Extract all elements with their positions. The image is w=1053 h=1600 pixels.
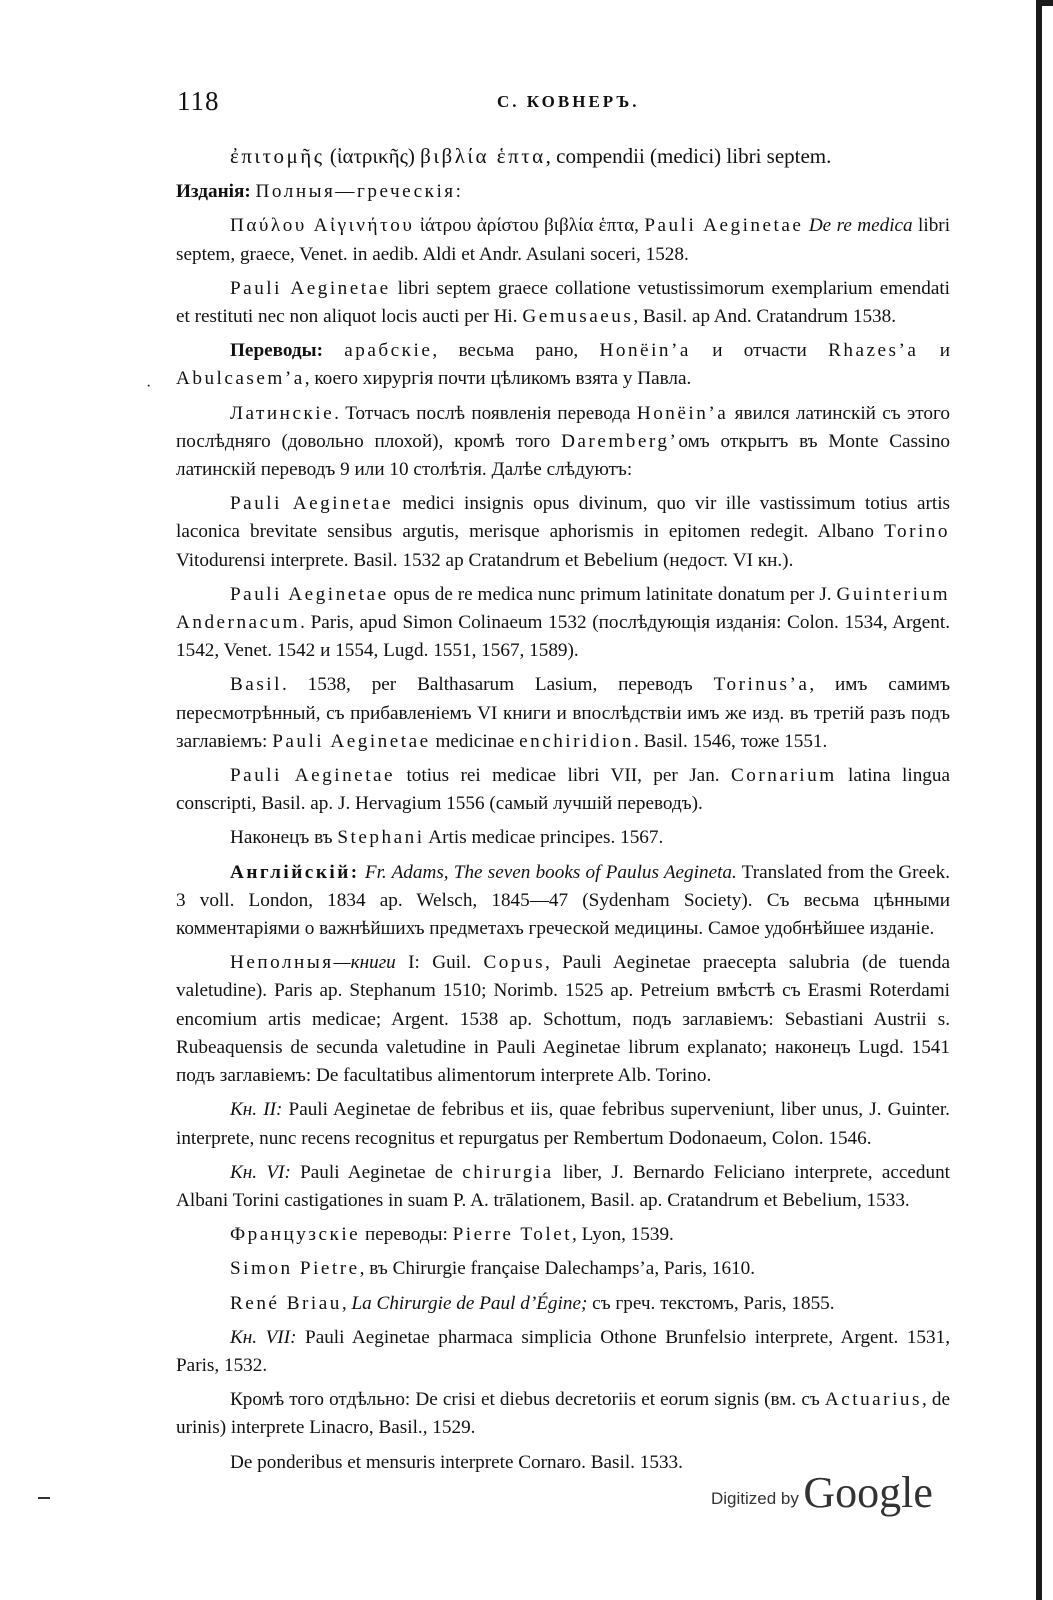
paragraph [176,212,950,268]
body-text [176,142,950,1483]
text-run: и [918,340,950,362]
text-run: libri septem, graece, Venet. in aedib. Aldi et Andr. Asulani soceri, 1528. [176,215,951,265]
paragraph [176,1096,950,1152]
text-run: Полныя—греческія [255,181,456,203]
text-run: Παύλου Αἰγινήτου [230,215,415,237]
text-run: , весьма рано, [432,340,600,362]
text-run: Translated from the Greek. 3 voll. London, 1834 ap. Welsch, 1845—47 (Sydenham Society). Съ весьма цѣнными комментаріями о важнѣйшихъ предметахъ греческой медицины. Самое удобнѣйшее изданіе. [176,861,950,940]
text-run: Gemusaeus [522,306,634,328]
text-run: Torino [884,521,950,543]
paragraph [176,824,950,852]
text-run: ἰάτρου ἀρίστου βιβλία ἑπτα, [414,215,645,237]
text-run: Cornarium [730,765,837,787]
text-run: Кн. VI: [230,1161,291,1183]
text-run: Pauli Aeginetae de febribus et iis, quae febribus superveniunt, liber unus, J. Guinter. interprete, nunc recens recognitus et repurgatus per Rembertum Dodonaeum, Colon. 1546. [176,1099,950,1149]
text-run: Basil [230,674,282,696]
text-run: —книги [333,952,396,974]
text-run: Pauli Aeginetae [230,493,394,515]
text-run: Pauli Aeginetae [230,765,396,787]
text-run: . Тотчасъ послѣ появленія перевода [334,402,637,424]
text-run: , въ Chirurgie française Dalechamps’a, Paris, 1610. [359,1258,756,1280]
text-run: Англійскій: [230,861,360,883]
margin-dash [38,1497,50,1499]
paragraph [176,337,950,393]
text-run: , Basil. ap And. Cratandrum 1538. [633,306,897,328]
text-run: Torinus’a [713,674,810,696]
text-run: Изданія: [176,181,251,203]
paragraph [176,1255,950,1283]
text-run: Honëin’a [636,402,729,424]
text-run: , коего хирургія почти цѣликомъ взята у Павла. [304,368,692,390]
paragraph [176,178,950,206]
text-run: Pauli Aeginetae [272,730,431,752]
page-edge-rule [1036,0,1042,1600]
text-run: totius rei medicae libri VII, per Jan. [395,765,731,787]
text-run: Французскіе [230,1224,361,1246]
text-run: Copus [483,952,546,974]
text-run: Кн. VII: [230,1326,297,1348]
text-run: Simon Pietre [230,1258,360,1280]
text-run: medici insignis opus divinum, quo vir ille vastissimum totius artis laconica brevitate sensibus argutis, merisque aphorismis in epitomen redegit. Albano [176,493,951,543]
text-run [323,340,344,361]
text-run: liber, J. Bernardo Feliciano interprete, accedunt Albani Torini castigationes in suam P. A. trālationem, Basil. ap. Cratandrum et Bebelium, 1533. [176,1161,951,1211]
text-run: Guinterium Andernacum [176,583,951,634]
paragraph [176,275,950,331]
paragraph [176,671,950,756]
text-run: , имъ самимъ пересмотрѣнный, съ прибавленіемъ VI книги и впослѣдствіи имъ же изд. въ третій разъ подъ заглавіемъ: [176,674,950,752]
text-run: Наконецъ въ [230,827,338,849]
text-run: Artis medicae principes. 1567. [424,827,664,849]
text-run: Pauli Aeginetae pharmaca simplicia Othone Brunfelsio interprete, Argent. 1531, Paris, 1532. [176,1326,950,1376]
text-run: De ponderibus et mensuris interprete Cornaro. Basil. 1533. [230,1451,683,1473]
text-run: Pauli Aeginetae [644,215,804,237]
text-run: Переводы: [230,340,323,362]
text-run: , Lyon, 1539. [572,1224,674,1246]
paragraph [176,1324,950,1380]
paragraph [176,400,950,485]
text-run: явился латинскій съ этого послѣдняго (довольно плохой), кромѣ того [176,402,950,452]
text-run: βιβλία ἑπτα [420,144,546,168]
text-run: съ греч. текстомъ, Paris, 1855. [587,1292,835,1314]
text-run: Неполныя [230,952,334,974]
text-run: , de urinis) interprete Linacro, Basil., 1529. [176,1389,950,1439]
text-run: Actuarius [824,1389,922,1411]
digitized-by-watermark [711,1467,933,1518]
page-edge-corner [1036,0,1053,6]
text-run: : [455,181,461,203]
paragraph [176,762,950,818]
text-run: Rhazes’a [828,340,919,362]
text-run: Pauli Aeginetae de [290,1161,463,1183]
page-header [177,86,937,126]
running-head: С. КОВНЕРЪ. [497,92,640,111]
text-run: I: Guil. [395,952,484,974]
text-run: (ἰατρικῆς) [324,144,421,168]
paragraph [176,949,950,1090]
text-run: enchiridion [519,730,634,752]
text-run: opus de re medica nunc primum latinitate donatum per J. [388,583,837,605]
text-run: libri septem graece collatione vetustissimorum exemplarium emendati et restituti nec non aliquot locis aucti per Hi. [176,277,951,328]
text-run: . 1538, per Balthasarum Lasium, переводъ [281,674,714,696]
text-run: переводы: [360,1224,453,1246]
digitized-by-label: Digitized by [711,1489,799,1508]
text-run: chirurgia [462,1161,554,1183]
paragraph [176,859,950,944]
text-run: De re medica [808,215,913,237]
text-run: и отчасти [690,340,829,362]
text-run: Pauli Aeginetae [230,583,389,605]
text-run: , [341,1292,352,1314]
text-run: René Briau [230,1292,342,1314]
paragraph [176,1290,950,1318]
text-run: , Pauli Aeginetae praecepta salubria (de tuenda valetudine). Paris ap. Stephanum 1510; Norimb. 1525 ap. Petreium вмѣстѣ съ Erasmi Roterdami encomium artis medicae; Argent. 1538 ap. Schottum, подъ заглавіемъ: Sebastiani Austrii s. Rubeaquensis de secunda valetudine in Pauli Aeginetae librum explanato; наконецъ Lugd. 1541 подъ заглавіемъ: De facultatibus alimentorum interprete Alb. Torino. [176,952,950,1087]
text-run: medicinae [430,730,520,752]
paragraph [176,581,950,666]
text-run: , compendii (medici) libri septem. [545,144,832,168]
paragraph [176,1159,950,1215]
text-run: Stephani [337,827,425,849]
paragraph [176,490,950,575]
text-run: Кн. II: [230,1099,283,1121]
text-run: latina lingua conscripti, Basil. ap. J. Hervagium 1556 (самый лучшій переводъ). [176,765,950,815]
text-run: Honëin’a [599,340,691,362]
text-run: Fr. Adams, The seven books of Paulus Aegineta. [364,861,737,883]
text-run: Латинскіе [230,402,335,424]
text-run: Abulcasem’a [176,368,305,390]
paragraph [176,1386,950,1442]
text-run: La Chirurgie de Paul d’Égine; [351,1292,588,1314]
margin-mark: · [146,378,152,395]
text-run: арабскіе [344,340,433,362]
page-number: 118 [177,86,220,116]
text-run: Кромѣ того отдѣльно: De crisi et diebus decretoriis et eorum signis (вм. съ [230,1389,825,1411]
text-run: омъ открытъ въ Monte Cassino латинскій переводъ 9 или 10 столѣтія. Далѣе слѣдуютъ: [176,430,951,481]
paragraph [176,1221,950,1249]
text-run: Pauli Aeginetae [230,277,391,299]
text-run: . Basil. 1546, тоже 1551. [633,730,828,752]
google-logo: Google [803,1468,933,1517]
text-run: Pierre Tolet [452,1224,573,1246]
text-run: Daremberg’ [561,430,679,452]
text-run: Vitodurensi interprete. Basil. 1532 ap Cratandrum et Bebelium (недост. VI кн.). [176,549,794,571]
text-run: ἐπιτομῆς [230,144,325,168]
text-run: . Paris, apud Simon Colinaeum 1532 (послѣдующія изданія: Colon. 1534, Argent. 1542, Venet. 1542 и 1554, Lugd. 1551, 1567, 1589). [176,612,950,662]
paragraph [176,142,950,170]
